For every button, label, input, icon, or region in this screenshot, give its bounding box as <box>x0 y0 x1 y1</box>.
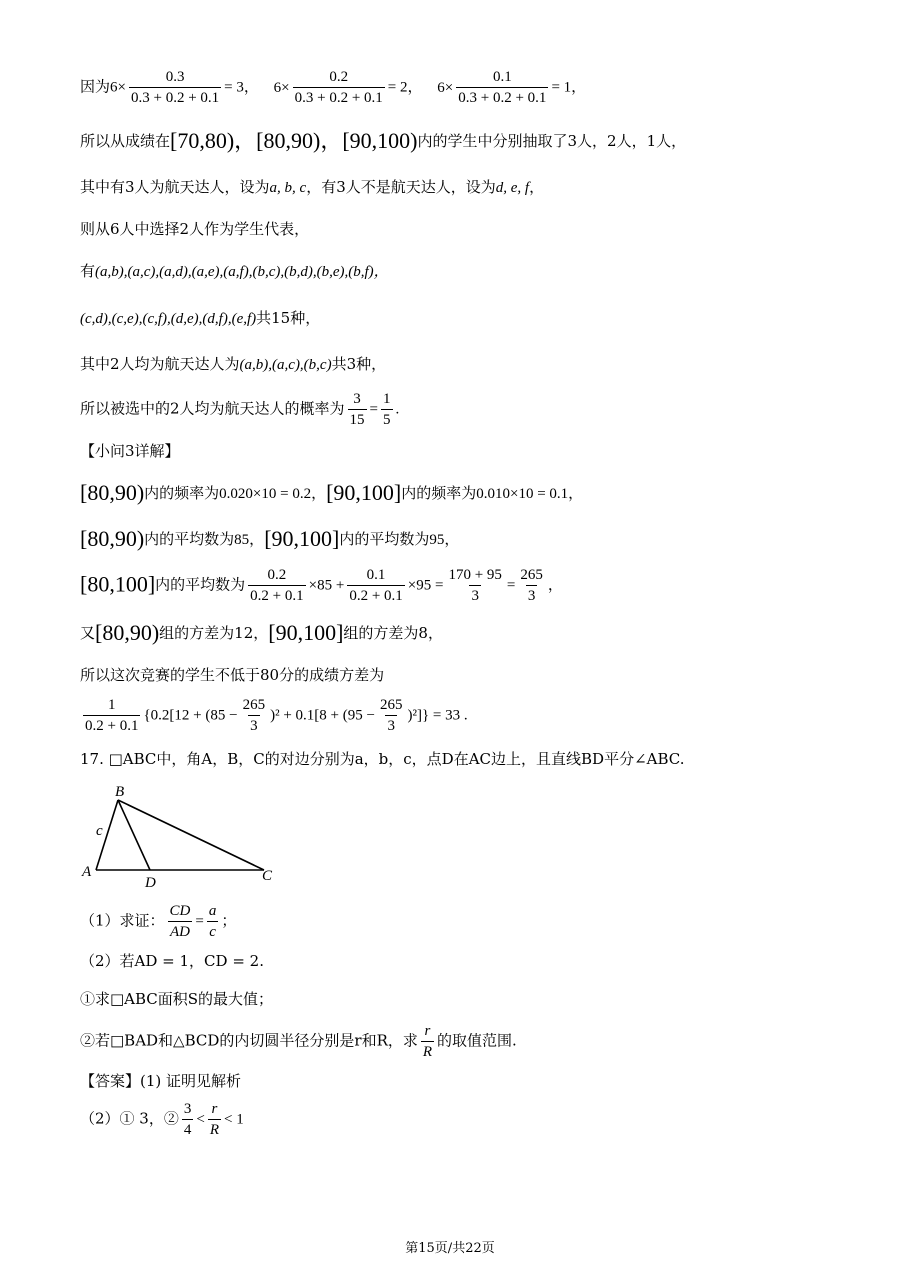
fraction <box>293 68 385 107</box>
text: 又 <box>80 624 96 642</box>
fraction <box>518 566 545 605</box>
line-probability <box>80 390 399 429</box>
text: 内的频率为 <box>401 484 477 502</box>
math: 85， <box>234 532 265 548</box>
den: R <box>208 1119 221 1139</box>
answer-1 <box>80 1070 241 1092</box>
text: 17. □ABC中，角A，B，C的对边分别为a，b，c，点D在AC边上，且直线BD平分∠ABC. <box>80 750 685 768</box>
fraction <box>83 696 140 735</box>
num: 1 <box>107 697 116 713</box>
math: ×95 = <box>407 577 444 594</box>
text: 的取值范围. <box>437 1031 517 1050</box>
den: 4 <box>182 1119 194 1139</box>
math: 6× <box>437 79 454 96</box>
triangle-figure <box>78 780 288 890</box>
math: {0.2[12 + (85 − <box>143 707 238 724</box>
line-pairs-2 <box>80 307 320 330</box>
line-frequency <box>80 482 583 505</box>
line-means <box>80 528 459 551</box>
math: ×85 + <box>308 577 345 594</box>
num: 0.2 <box>329 69 349 85</box>
answer-2 <box>80 1100 244 1139</box>
fraction <box>381 390 393 429</box>
den: 0.2 + 0.1 <box>347 585 404 605</box>
math: ， <box>547 577 563 594</box>
text: 因为 <box>80 77 111 96</box>
fraction <box>168 902 193 941</box>
text: （1）求证： <box>80 911 165 930</box>
text: 其中2人均为航天达人为 <box>80 355 240 373</box>
math: d, e, f <box>495 180 530 196</box>
math: (a,b),(a,c),(a,d),(a,e),(a,f),(b,c),(b,d),(b,e),(b,f)， <box>95 264 389 280</box>
text: 组的方差为12， <box>159 624 269 642</box>
den: c <box>207 921 218 941</box>
fraction <box>421 1022 434 1061</box>
den: 0.2 + 0.1 <box>83 715 140 735</box>
math: [90,100] <box>264 526 340 551</box>
math: [80,100] <box>80 571 156 597</box>
text: （2）① 3，② <box>80 1109 179 1128</box>
line-choose <box>80 218 309 240</box>
text: 共3种， <box>331 355 387 373</box>
math: . <box>395 401 400 418</box>
den: 0.3 + 0.2 + 0.1 <box>293 87 385 107</box>
text: 则从6人中选择2人作为学生代表， <box>80 220 310 238</box>
num: r <box>211 1101 218 1117</box>
math: = 2， <box>387 79 423 96</box>
line-variance-result <box>80 696 468 735</box>
math: = <box>506 577 516 594</box>
den: 15 <box>348 409 367 429</box>
text: 组的方差为8， <box>343 624 443 642</box>
math: 0.020×10 = 0.2， <box>219 486 327 502</box>
page-footer: 第15页/共22页 <box>405 1241 495 1256</box>
label-a: A <box>82 864 92 880</box>
bisector-bd <box>118 800 150 870</box>
section-heading <box>80 440 180 462</box>
question-17-part2 <box>80 950 264 972</box>
text: 【答案】(1) 证明见解析 <box>80 1072 242 1090</box>
den: AD <box>168 921 192 941</box>
math: 6× <box>110 79 126 96</box>
line-pairs-3 <box>80 353 386 376</box>
label-b: B <box>115 784 125 800</box>
text: （2）若AD = 1，CD = 2. <box>80 952 264 970</box>
math: [80,90) <box>80 526 145 551</box>
den: 3 <box>248 715 260 735</box>
line-stratified-ratio <box>80 68 586 107</box>
math: [70,80)， <box>170 128 257 153</box>
text: 所以被选中的2人均为航天达人的概率为 <box>80 399 345 418</box>
line-combined-mean <box>80 566 563 605</box>
text: 内的平均数为 <box>155 575 246 594</box>
math: 0.010×10 = 0.1， <box>476 486 584 502</box>
line-pairs-1 <box>80 260 389 283</box>
question-17-part2b <box>80 1022 517 1061</box>
math: )² + 0.1[8 + (95 − <box>270 707 375 724</box>
num: 265 <box>379 697 403 713</box>
num: a <box>208 903 217 919</box>
line-variances <box>80 622 443 644</box>
text: ①求□ABC面积S的最大值； <box>80 990 274 1008</box>
num: 3 <box>183 1101 192 1117</box>
text: 所以从成绩在 <box>80 132 171 150</box>
side-bc <box>118 800 264 870</box>
num: 1 <box>383 391 391 407</box>
math: = <box>195 913 204 930</box>
math: 95， <box>429 532 460 548</box>
math: = 1， <box>551 79 587 96</box>
text: 其中有3人为航天达人，设为 <box>80 178 270 196</box>
question-17 <box>80 748 685 770</box>
num: 265 <box>242 697 266 713</box>
math: )²]} = 33 . <box>407 707 468 724</box>
den: R <box>421 1041 434 1061</box>
text: 有 <box>80 262 96 280</box>
num: 170 + 95 <box>448 567 502 583</box>
num: 0.3 <box>165 69 185 85</box>
label-c-side: c <box>96 823 103 839</box>
math: [80,90)， <box>256 128 343 153</box>
math: < 1 <box>224 1111 244 1128</box>
fraction <box>241 696 268 735</box>
num: 0.2 <box>267 567 287 583</box>
math: (a,b),(a,c),(b,c) <box>239 357 332 373</box>
num: 0.1 <box>366 567 386 583</box>
math: [90,100) <box>342 128 418 153</box>
den: 3 <box>385 715 397 735</box>
math: a, b, c <box>269 180 307 196</box>
question-17-part2a <box>80 988 273 1010</box>
line-labels: 其中有3人为航天达人，设为a, b, c，有3人不是航天达人，设为d, e, f， <box>80 178 545 196</box>
fraction <box>208 1100 221 1139</box>
fraction <box>456 68 548 107</box>
fraction <box>207 902 219 941</box>
fraction <box>348 390 367 429</box>
text: ②若□BAD和△BCD的内切圆半径分别是r和R，求 <box>80 1031 418 1050</box>
question-17-part1 <box>80 902 236 941</box>
text: 所以这次竞赛的学生不低于80分的成绩方差为 <box>80 666 385 684</box>
text: 共15种， <box>256 309 321 327</box>
fraction <box>248 566 305 605</box>
math: = 3， <box>224 79 259 96</box>
fraction <box>378 696 405 735</box>
math: ； <box>221 911 237 930</box>
text: 内的平均数为 <box>339 530 430 548</box>
label-c: C <box>262 868 273 884</box>
fraction <box>446 566 503 605</box>
fraction <box>182 1100 194 1139</box>
den: 0.3 + 0.2 + 0.1 <box>456 87 548 107</box>
math: (c,d),(c,e),(c,f),(d,e),(d,f),(e,f) <box>80 311 257 327</box>
num: 3 <box>353 391 361 407</box>
line-variance-intro <box>80 664 384 686</box>
math: < <box>196 1111 205 1128</box>
line-sample-counts <box>80 130 686 152</box>
text: ，有3人不是航天达人，设为 <box>306 178 496 196</box>
math: = <box>369 401 379 418</box>
den: 3 <box>469 585 481 605</box>
den: 0.2 + 0.1 <box>248 585 305 605</box>
num: 0.1 <box>492 69 512 85</box>
math: 6× <box>273 79 290 96</box>
math: [90,100] <box>326 480 402 505</box>
num: r <box>424 1023 431 1039</box>
num: 265 <box>520 567 543 583</box>
text: 【小问3详解】 <box>80 442 180 460</box>
den: 3 <box>526 585 538 605</box>
den: 0.3 + 0.2 + 0.1 <box>129 87 221 107</box>
fraction <box>347 566 404 605</box>
label-d: D <box>145 875 156 890</box>
fraction <box>129 68 221 107</box>
math: [80,90) <box>80 480 145 505</box>
text: 内的学生中分别抽取了3人，2人，1人， <box>417 132 687 150</box>
text: 内的平均数为 <box>144 530 235 548</box>
text: 内的频率为 <box>144 484 220 502</box>
num: CD <box>169 903 191 919</box>
math: [80,90) <box>95 620 160 645</box>
den: 5 <box>381 409 393 429</box>
math: [90,100] <box>268 620 344 645</box>
